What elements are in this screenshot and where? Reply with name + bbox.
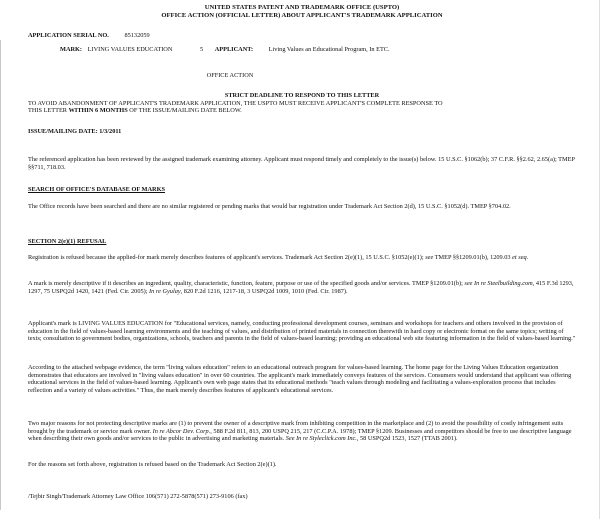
search-paragraph: The Office records have been searched and there are no similar registered or pending marks that would bar registration under Trademark Act Section 2(d), 15 U.S.C. §1052(d). TMEP §704.02.: [28, 203, 511, 210]
header-line-2: OFFICE ACTION (OFFICIAL LETTER) ABOUT APPLICANT'S TRADEMARK APPLICATION: [161, 11, 443, 19]
deadline-line-1: TO AVOID ABANDONMENT OF APPLICANT'S TRADEMARK APPLICATION, THE USPTO MUST RECEIVE APPLICANT'S COMPLETE RESPONSE TO: [28, 99, 443, 107]
left-border: [0, 40, 1, 510]
intro-paragraph: The referenced application has been reviewed by the assigned trademark examining attorney. Applicant must respond timely and completely to the issue(s) below. 15 U.S.C. §1062(b); 37 C.F.R. §§2.62, 2.65(a); TMEP §§711, 718.03.: [28, 156, 575, 171]
search-heading: SEARCH OF OFFICE'S DATABASE OF MARKS: [28, 186, 165, 193]
refusal-paragraph-6: For the reasons set forth above, registration is refused based on the Trademark Act Section 2(e)(1).: [28, 461, 277, 468]
issue-date: ISSUE/MAILING DATE: 1/3/2011: [28, 128, 122, 135]
deadline-section: [28, 92, 576, 115]
office-action-title: OFFICE ACTION: [206, 72, 254, 79]
document-header: [28, 4, 576, 20]
refusal-heading: SECTION 2(e)(1) REFUSAL: [28, 238, 107, 245]
refusal-paragraph-2: A mark is merely descriptive if it describes an ingredient, quality, characteristic, function, feature, purpose or use of the specified goods and/or services. TMEP §1209.01(b); see In re Steelbuilding.com, 415 F.3d 1293, 1297, 75 USPQ2d 1420, 1421 (Fed. Cir. 2005); In re Gyulay, 820 F.2d 1216, 1217-18, 3 USPQ2d 1009, 1010 (Fed. Cir. 1987).: [28, 280, 574, 295]
applicant-value: Living Values an Educational Program, In ETC.: [268, 46, 390, 53]
refusal-paragraph-3: Applicant's mark is LIVING VALUES EDUCATION for "Educational services, namely, conducting professional development courses, seminars and workshops for teachers and others involved in the provision of education in the field of values-based learning environments and the teaching of values, and distribution of printed materials in connection therewith in hard copy or electronic format on the same topics; writing of texts; consultation to government bodies, organizations, schools, teachers and parents in the field of values-based learning; providing an educational web site featuring information in the field of values-based learning.": [28, 320, 576, 343]
applicant-label: APPLICANT:: [214, 46, 254, 53]
header-line-1: UNITED STATES PATENT AND TRADEMARK OFFICE (USPTO): [204, 4, 400, 11]
deadline-heading: STRICT DEADLINE TO RESPOND TO THIS LETTER: [224, 92, 380, 99]
mark-value: LIVING VALUES EDUCATION: [87, 46, 173, 53]
serial-label: APPLICATION SERIAL NO.: [28, 32, 109, 39]
refusal-paragraph-1: Registration is refused because the applied-for mark merely describes features of applicant's services. Trademark Act Section 2(e)(1), 15 U.S.C. §1052(e)(1); see TMEP §§1209.01(b), 1209.03 et seq.: [28, 254, 529, 261]
serial-row: [28, 32, 576, 40]
mark-label: MARK:: [60, 46, 83, 53]
mark-row: [60, 46, 570, 54]
refusal-paragraph-5: Two major reasons for not protecting descriptive marks are (1) to prevent the owner of a descriptive mark from inhibiting competition in the marketplace and (2) to avoid the possibility of costly infringement suits brought by the trademark or service mark owner. In re Abcor Dev. Corp., 588 F.2d 811, 813, 200 USPQ 215, 217 (C.C.P.A. 1978); TMEP §1209. Businesses and competitors should be free to use descriptive language when describing their own goods and/or services to the public in advertising and marketing materials. See In re Styleclick.com Inc., 58 USPQ2d 1523, 1527 (TTAB 2001).: [28, 420, 572, 443]
signature-line: /Tejbir Singh/Trademark Attorney Law Office 106(571) 272-5878(571) 273-9106 (fax): [28, 493, 248, 500]
deadline-line-2: THIS LETTER WITHIN 6 MONTHS OF THE ISSUE/MAILING DATE BELOW.: [28, 107, 242, 115]
mark-number: 5: [199, 46, 204, 53]
serial-value: 85132059: [124, 32, 150, 39]
refusal-paragraph-4: According to the attached webpage evidence, the term "living values education" refers to an educational outreach program for values-based learning. The home page for the Living Values Education organization demonstrates that educators are involved in "living values education" in over 60 countries. The applicant's mark immediately conveys features of the services. Consumers would understand that applicant was offering educational services in the field of values-based learning. Applicant's own web page states that its educational methods "teach values through modeling and facilitating a values-exploration process that includes reflection and a variety of values activities." Thus, the mark merely describes features of applicant's educational services.: [28, 364, 572, 394]
